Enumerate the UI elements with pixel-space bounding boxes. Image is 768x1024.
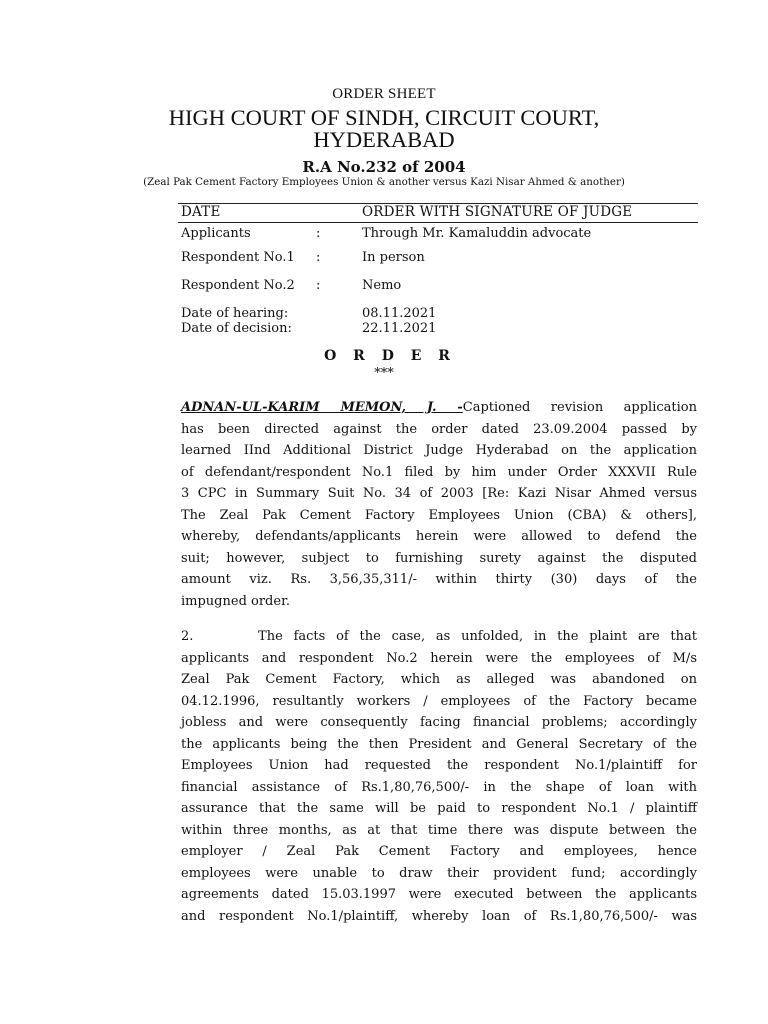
paragraph-line: has been directed against the order dated 23.09.2004 passed by [181, 421, 697, 437]
respondent2-label: Respondent No.2 [181, 278, 295, 293]
judge-name: ADNAN-UL-KARIM MEMON, J. - [181, 400, 463, 415]
paragraph-line: agreements dated 15.03.1997 were executed between the applicants [181, 887, 697, 902]
applicants-label: Applicants [181, 226, 251, 241]
paragraph-line: amount viz. Rs. 3,56,35,311/- within thirty (30) days of the [181, 572, 697, 587]
decision-date-value: 22.11.2021 [362, 321, 437, 336]
paragraph-line: whereby, defendants/applicants herein were allowed to defend the [181, 529, 697, 544]
paragraph-line: impugned order. [181, 593, 290, 609]
order-heading: O R D E R [324, 348, 456, 364]
paragraph-line: jobless and were consequently facing financial problems; accordingly [181, 715, 697, 730]
paragraph-line: 04.12.1996, resultantly workers / employees of the Factory became [181, 693, 697, 709]
respondent1-separator: : [316, 250, 321, 265]
hearing-date-value: 08.11.2021 [362, 306, 437, 321]
order-column-header: ORDER WITH SIGNATURE OF JUDGE [362, 204, 633, 220]
order-paragraph-2 [181, 626, 697, 927]
paragraph-line: within three months, as at that time there was dispute between the [181, 822, 697, 838]
court-name-line1: HIGH COURT OF SINDH, CIRCUIT COURT, [168, 105, 600, 130]
order-sheet-label: ORDER SHEET [332, 86, 436, 102]
paragraph-line: 3 CPC in Summary Suit No. 34 of 2003 [Re: Kazi Nisar Ahmed versus [181, 486, 697, 501]
paragraph-line: employees were unable to draw their provident fund; accordingly [181, 865, 697, 881]
paragraph-line: assurance that the same will be paid to respondent No.1 / plaintiff [181, 801, 697, 816]
applicants-value: Through Mr. Kamaluddin advocate [362, 226, 592, 241]
order-paragraph-1 [181, 397, 697, 612]
paragraph-line: employer / Zeal Pak Cement Factory and employees, hence [181, 844, 697, 859]
respondent1-value: In person [362, 250, 425, 265]
paragraph-line: learned IInd Additional District Judge Hyderabad on the application [181, 443, 697, 458]
hearing-date-label: Date of hearing: [181, 306, 289, 321]
paragraph-line: the applicants being the then President and General Secretary of the [181, 736, 697, 752]
paragraph-line: The Zeal Pak Cement Factory Employees Union (CBA) & others], [181, 507, 697, 523]
case-parties: (Zeal Pak Cement Factory Employees Union & another versus Kazi Nisar Ahmed & another) [143, 176, 625, 188]
respondent2-separator: : [316, 278, 321, 293]
case-number: R.A No.232 of 2004 [302, 158, 466, 176]
respondent1-label: Respondent No.1 [181, 250, 295, 265]
paragraph-line-text: Captioned revision application [462, 400, 697, 415]
paragraph-line: of defendant/respondent No.1 filed by him under Order XXXVII Rule [181, 464, 697, 480]
paragraph-line: and respondent No.1/plaintiff, whereby loan of Rs.1,80,76,500/- was [181, 908, 697, 924]
paragraph-line: 2. The facts of the case, as unfolded, in the plaint are that [181, 629, 697, 644]
court-name-line2: HYDERABAD [313, 127, 455, 152]
decision-date-label: Date of decision: [181, 321, 292, 336]
date-column-header: DATE [181, 204, 221, 220]
table-header-rule [178, 222, 698, 223]
paragraph-line: financial assistance of Rs.1,80,76,500/- in the shape of loan with [181, 779, 697, 795]
paragraph-line: suit; however, subject to furnishing surety against the disputed [181, 550, 697, 566]
paragraph-line: Employees Union had requested the respondent No.1/plaintiff for [181, 758, 697, 773]
paragraph-line: applicants and respondent No.2 herein were the employees of M/s [181, 650, 697, 666]
paragraph-line: Zeal Pak Cement Factory, which as alleged was abandoned on [181, 672, 697, 687]
paragraph-line [181, 397, 697, 419]
respondent2-value: Nemo [362, 278, 402, 293]
applicants-separator: : [316, 226, 321, 241]
order-stars: *** [374, 366, 394, 381]
